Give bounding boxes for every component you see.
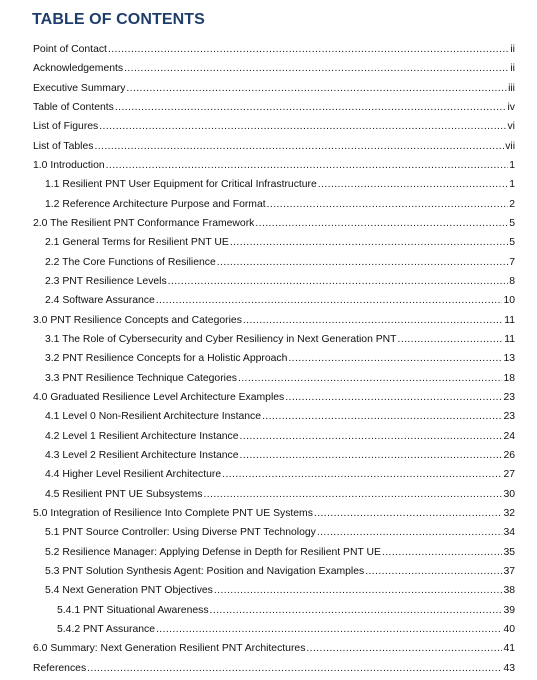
toc-heading: TABLE OF CONTENTS xyxy=(32,11,205,28)
dot-leader xyxy=(168,272,509,291)
toc-entry-title: 1.0 Introduction xyxy=(33,159,105,171)
toc-entry-title: Table of Contents xyxy=(33,101,114,113)
dot-leader xyxy=(99,117,506,136)
dot-leader xyxy=(214,581,503,600)
dot-leader xyxy=(317,523,503,542)
toc-entry-title: 3.2 PNT Resilience Concepts for a Holistic Approach xyxy=(45,353,288,365)
toc-entry[interactable] xyxy=(0,40,537,59)
dot-leader xyxy=(267,195,509,214)
dot-leader xyxy=(240,446,503,465)
toc-entry-page-number: vi xyxy=(507,121,515,133)
toc-entry-page-number: 43 xyxy=(503,662,515,674)
toc-entry-page-number: 5 xyxy=(509,217,515,229)
toc-entry-title: 4.1 Level 0 Non-Resilient Architecture Instance xyxy=(45,411,262,423)
toc-entry[interactable] xyxy=(0,504,537,523)
toc-entry-title: 4.0 Graduated Resilience Level Architecture Examples xyxy=(33,391,285,403)
dot-leader xyxy=(238,369,502,388)
toc-entry[interactable] xyxy=(0,369,537,388)
toc-entry-title: Acknowledgements xyxy=(33,63,124,75)
toc-entry[interactable] xyxy=(0,639,537,658)
toc-entry-title: References xyxy=(33,662,87,674)
toc-entry-title: 5.1 PNT Source Controller: Using Diverse PNT Technology xyxy=(45,527,316,539)
toc-entry[interactable] xyxy=(0,117,537,136)
toc-entry-page-number: iii xyxy=(508,82,515,94)
dot-leader xyxy=(243,311,503,330)
toc-entry[interactable] xyxy=(0,485,537,504)
dot-leader xyxy=(106,156,509,175)
toc-entry[interactable] xyxy=(0,581,537,600)
dot-leader xyxy=(318,175,508,194)
dot-leader xyxy=(382,543,502,562)
toc-entry[interactable] xyxy=(0,253,537,272)
toc-entry[interactable] xyxy=(0,465,537,484)
toc-entry-page-number: 41 xyxy=(503,643,515,655)
toc-entry[interactable] xyxy=(0,59,537,78)
toc-entry-page-number: 10 xyxy=(503,295,515,307)
dot-leader xyxy=(288,349,502,368)
toc-entry[interactable] xyxy=(0,523,537,542)
toc-entry-title: 4.3 Level 2 Resilient Architecture Instance xyxy=(45,449,239,461)
toc-entry-page-number: 2 xyxy=(509,198,515,210)
toc-entry[interactable] xyxy=(0,388,537,407)
toc-entry-page-number: 30 xyxy=(503,488,515,500)
toc-entry[interactable] xyxy=(0,349,537,368)
toc-entry[interactable] xyxy=(0,156,537,175)
toc-entry-page-number: 1 xyxy=(509,179,515,191)
toc-entry-title: List of Figures xyxy=(33,121,99,133)
dot-leader xyxy=(222,465,502,484)
toc-entry-page-number: 5 xyxy=(509,237,515,249)
toc-entry-page-number: ii xyxy=(510,63,515,75)
toc-entry[interactable] xyxy=(0,330,537,349)
toc-entry-page-number: 18 xyxy=(503,372,515,384)
toc-entry-page-number: 24 xyxy=(503,430,515,442)
toc-entry[interactable] xyxy=(0,233,537,252)
toc-entry-page-number: 39 xyxy=(503,604,515,616)
toc-entry-page-number: 40 xyxy=(503,623,515,635)
toc-entry-page-number: 35 xyxy=(503,546,515,558)
toc-entry-page-number: 26 xyxy=(503,449,515,461)
toc-entry-page-number: 1 xyxy=(509,159,515,171)
toc-entry[interactable] xyxy=(0,175,537,194)
toc-entry-title: 3.3 PNT Resilience Technique Categories xyxy=(45,372,237,384)
toc-entry-title: 2.2 The Core Functions of Resilience xyxy=(45,256,216,268)
dot-leader xyxy=(126,79,507,98)
toc-entry-title: 4.2 Level 1 Resilient Architecture Instance xyxy=(45,430,239,442)
toc-entry-title: 3.1 The Role of Cybersecurity and Cyber Resiliency in Next Generation PNT xyxy=(45,333,397,345)
toc-entry-title: 4.5 Resilient PNT UE Subsystems xyxy=(45,488,203,500)
toc-entry-page-number: vii xyxy=(505,140,515,152)
toc-entry-title: 4.4 Higher Level Resilient Architecture xyxy=(45,469,222,481)
toc-entry-title: 5.3 PNT Solution Synthesis Agent: Position and Navigation Examples xyxy=(45,565,365,577)
dot-leader xyxy=(230,233,508,252)
toc-entry[interactable] xyxy=(0,543,537,562)
toc-entry-page-number: ii xyxy=(510,44,515,55)
dot-leader xyxy=(210,601,503,620)
toc-entry[interactable] xyxy=(0,291,537,310)
toc-entry-page-number: 13 xyxy=(503,353,515,365)
toc-entry-title: List of Tables xyxy=(33,140,94,152)
toc-entry[interactable] xyxy=(0,601,537,620)
dot-leader xyxy=(108,40,509,59)
toc-list xyxy=(0,40,537,678)
dot-leader xyxy=(255,214,508,233)
dot-leader xyxy=(87,659,502,678)
toc-entry-title: 5.2 Resilience Manager: Applying Defense in Depth for Resilient PNT UE xyxy=(45,546,381,558)
toc-entry-page-number: 37 xyxy=(503,565,515,577)
dot-leader xyxy=(306,639,502,658)
toc-entry-page-number: 34 xyxy=(503,527,515,539)
toc-entry[interactable] xyxy=(0,79,537,98)
dot-leader xyxy=(240,427,503,446)
toc-entry-title: 5.4.2 PNT Assurance xyxy=(57,623,155,635)
toc-entry[interactable] xyxy=(0,137,537,156)
toc-entry-page-number: 7 xyxy=(509,256,515,268)
toc-entry[interactable] xyxy=(0,98,537,117)
toc-entry-title: 2.0 The Resilient PNT Conformance Framework xyxy=(33,217,255,229)
dot-leader xyxy=(203,485,502,504)
toc-entry-title: 5.0 Integration of Resilience Into Complete PNT UE Systems xyxy=(33,507,313,519)
toc-entry[interactable] xyxy=(0,311,537,330)
toc-entry-title: 5.4 Next Generation PNT Objectives xyxy=(45,585,213,597)
toc-entry-page-number: 8 xyxy=(509,275,515,287)
toc-entry-title: 2.3 PNT Resilience Levels xyxy=(45,275,167,287)
toc-entry-page-number: 11 xyxy=(504,314,515,326)
dot-leader xyxy=(115,98,507,117)
toc-entry[interactable] xyxy=(0,562,537,581)
dot-leader xyxy=(285,388,502,407)
toc-entry-page-number: 38 xyxy=(503,585,515,597)
dot-leader xyxy=(398,330,504,349)
toc-entry-title: 1.1 Resilient PNT User Equipment for Critical Infrastructure xyxy=(45,179,317,191)
toc-entry-title: Executive Summary xyxy=(33,82,126,94)
toc-entry-title: 2.1 General Terms for Resilient PNT UE xyxy=(45,237,229,249)
toc-entry[interactable] xyxy=(0,214,537,233)
toc-entry[interactable] xyxy=(0,446,537,465)
dot-leader xyxy=(156,620,502,639)
toc-entry-page-number: iv xyxy=(507,101,515,113)
toc-entry-page-number: 23 xyxy=(503,411,515,423)
toc-entry-page-number: 11 xyxy=(504,333,515,345)
dot-leader xyxy=(365,562,502,581)
dot-leader xyxy=(314,504,503,523)
dot-leader xyxy=(124,59,509,78)
toc-entry[interactable] xyxy=(0,407,537,426)
toc-entry-page-number: 23 xyxy=(503,391,515,403)
toc-entry-title: 5.4.1 PNT Situational Awareness xyxy=(57,604,209,616)
toc-entry-title: 6.0 Summary: Next Generation Resilient PNT Architectures xyxy=(33,643,306,655)
toc-entry-title: 1.2 Reference Architecture Purpose and Format xyxy=(45,198,266,210)
toc-entry-title: 3.0 PNT Resilience Concepts and Categories xyxy=(33,314,242,326)
toc-entry-title: Point of Contact xyxy=(33,44,107,55)
toc-entry[interactable] xyxy=(0,659,537,678)
toc-entry-title: 2.4 Software Assurance xyxy=(45,295,155,307)
toc-entry[interactable] xyxy=(0,195,537,214)
toc-entry[interactable] xyxy=(0,272,537,291)
dot-leader xyxy=(262,407,502,426)
toc-entry[interactable] xyxy=(0,427,537,446)
dot-leader xyxy=(94,137,504,156)
dot-leader xyxy=(156,291,503,310)
dot-leader xyxy=(217,253,508,272)
toc-entry-page-number: 27 xyxy=(503,469,515,481)
toc-entry[interactable] xyxy=(0,620,537,639)
toc-entry-page-number: 32 xyxy=(503,507,515,519)
